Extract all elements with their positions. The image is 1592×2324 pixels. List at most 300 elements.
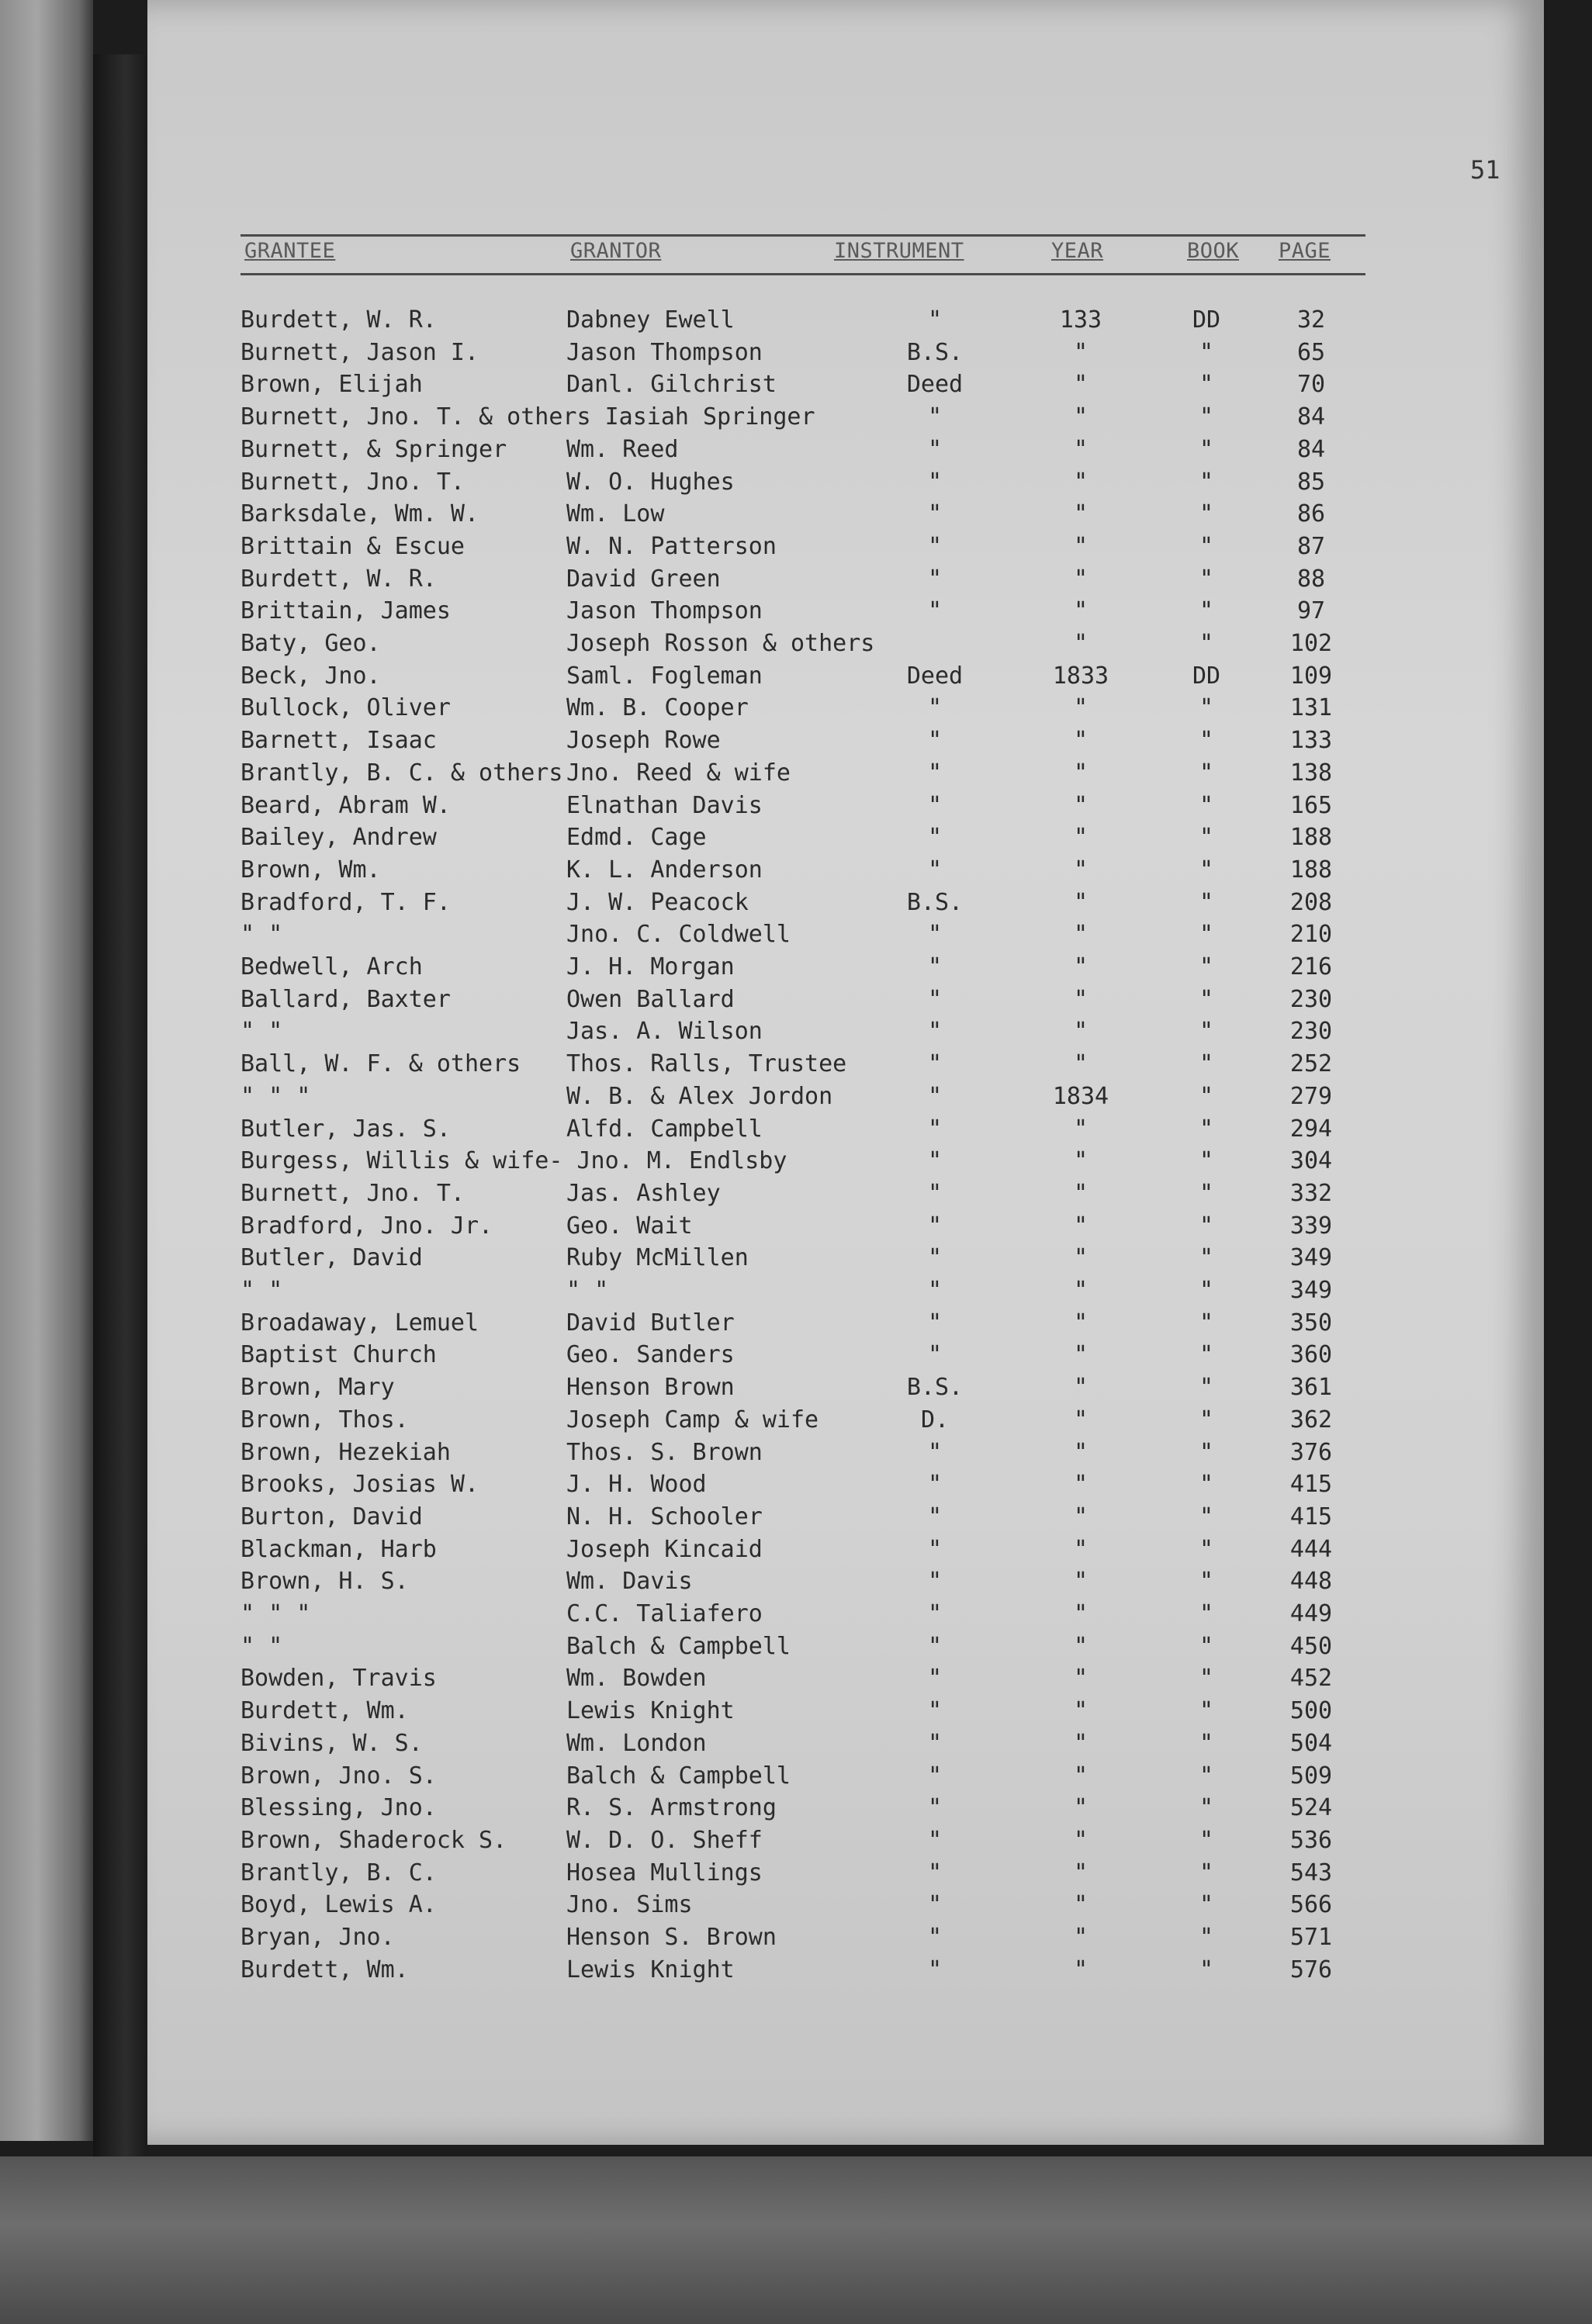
grantee-cell: Burnett, Jno. T. & others Iasiah Springer — [241, 403, 815, 431]
grantor-cell: Wm. Low — [566, 500, 665, 528]
table-row — [147, 1274, 1544, 1307]
grantee-cell: " " — [241, 1277, 283, 1304]
book-cell: " — [1199, 1277, 1214, 1304]
grantee-cell: Ball, W. F. & others — [241, 1050, 521, 1078]
book-cell: " — [1199, 435, 1214, 463]
instrument-cell: " — [927, 1891, 943, 1919]
instrument-cell: " — [927, 500, 943, 528]
table-row — [147, 1760, 1544, 1793]
instrument-cell: " — [927, 597, 943, 625]
instrument-cell: " — [927, 1115, 943, 1143]
instrument-cell: " — [927, 1632, 943, 1660]
grantor-cell: Dabney Ewell — [566, 306, 735, 334]
book-spine-shadow — [93, 54, 147, 2156]
year-cell: " — [1073, 694, 1088, 722]
table-row — [147, 951, 1544, 984]
page-ref-cell: 70 — [1296, 371, 1326, 399]
page-ref-cell: 188 — [1289, 856, 1333, 884]
instrument-cell: " — [927, 1147, 943, 1175]
table-row — [147, 1145, 1544, 1178]
book-cell: " — [1199, 791, 1214, 819]
year-cell: " — [1073, 1212, 1088, 1240]
book-cell: " — [1199, 694, 1214, 722]
year-cell: " — [1073, 1471, 1088, 1499]
table-row — [147, 401, 1544, 434]
year-cell: " — [1073, 468, 1088, 496]
grantor-cell: Joseph Rosson & others — [566, 630, 875, 657]
grantee-cell: Bradford, T. F. — [241, 888, 451, 916]
book-cell: " — [1199, 532, 1214, 560]
table-row — [147, 660, 1544, 693]
instrument-cell: " — [927, 1924, 943, 1951]
page-ref-cell: 376 — [1289, 1438, 1333, 1466]
book-cell: " — [1199, 1341, 1214, 1369]
grantor-cell: Jno. C. Coldwell — [566, 921, 791, 949]
header-year: YEAR — [1051, 239, 1104, 263]
grantee-cell: Burgess, Willis & wife- Jno. M. Endlsby — [241, 1147, 787, 1175]
grantor-cell: Ruby McMillen — [566, 1244, 749, 1272]
year-cell: " — [1073, 403, 1088, 431]
year-cell: " — [1073, 1277, 1088, 1304]
book-cell: " — [1199, 1018, 1214, 1046]
page-ref-cell: 339 — [1289, 1212, 1333, 1240]
grantee-cell: Burton, David — [241, 1503, 423, 1530]
book-cell: " — [1199, 1956, 1214, 1983]
header-grantee: GRANTEE — [244, 239, 336, 263]
book-cell: " — [1199, 500, 1214, 528]
book-cell: " — [1199, 1924, 1214, 1951]
instrument-cell: " — [927, 694, 943, 722]
instrument-cell: B.S. — [906, 1374, 964, 1402]
book-cell: " — [1199, 1891, 1214, 1919]
page-ref-cell: 65 — [1296, 338, 1326, 366]
page-ref-cell: 360 — [1289, 1341, 1333, 1369]
year-cell: " — [1073, 953, 1088, 980]
year-cell: " — [1073, 1115, 1088, 1143]
year-cell: 1834 — [1052, 1082, 1109, 1110]
page-ref-cell: 97 — [1296, 597, 1326, 625]
grantee-cell: Brantly, B. C. — [241, 1859, 437, 1887]
instrument-cell: " — [927, 1568, 943, 1596]
year-cell: " — [1073, 1729, 1088, 1757]
grantee-cell: " " — [241, 1018, 283, 1046]
page-ref-cell: 230 — [1289, 985, 1333, 1013]
grantor-cell: Joseph Rowe — [566, 727, 721, 755]
year-cell: " — [1073, 1632, 1088, 1660]
page-ref-cell: 84 — [1296, 403, 1326, 431]
table-row — [147, 692, 1544, 725]
year-cell: " — [1073, 1762, 1088, 1790]
table-row — [147, 1501, 1544, 1534]
year-cell: " — [1073, 532, 1088, 560]
header-rule-top — [241, 234, 1365, 237]
year-cell: " — [1073, 1794, 1088, 1822]
year-cell: " — [1073, 888, 1088, 916]
table-row — [147, 1307, 1544, 1340]
year-cell: " — [1073, 759, 1088, 787]
grantor-cell: Thos. Ralls, Trustee — [566, 1050, 847, 1078]
page-ref-cell: 349 — [1289, 1277, 1333, 1304]
grantee-cell: " " " — [241, 1600, 311, 1627]
instrument-cell: " — [927, 856, 943, 884]
book-cell: " — [1199, 1762, 1214, 1790]
grantor-cell: Geo. Sanders — [566, 1341, 735, 1369]
year-cell: " — [1073, 435, 1088, 463]
grantee-cell: Butler, Jas. S. — [241, 1115, 451, 1143]
grantor-cell: Jno. Reed & wife — [566, 759, 791, 787]
table-row — [147, 1857, 1544, 1890]
page-ref-cell: 415 — [1289, 1503, 1333, 1530]
book-cell: " — [1199, 338, 1214, 366]
book-cell: " — [1199, 1632, 1214, 1660]
table-row — [147, 1339, 1544, 1371]
table-row — [147, 1178, 1544, 1210]
table-row — [147, 595, 1544, 628]
year-cell: " — [1073, 1859, 1088, 1887]
year-cell: " — [1073, 371, 1088, 399]
grantor-cell: Thos. S. Brown — [566, 1438, 763, 1466]
table-row — [147, 1210, 1544, 1243]
instrument-cell: " — [927, 1082, 943, 1110]
grantor-cell: Henson Brown — [566, 1374, 735, 1402]
book-cell: " — [1199, 1729, 1214, 1757]
grantee-cell: Baty, Geo. — [241, 630, 381, 657]
instrument-cell: " — [927, 1212, 943, 1240]
grantor-cell: Danl. Gilchrist — [566, 371, 777, 399]
page-ref-cell: 543 — [1289, 1859, 1333, 1887]
grantor-cell: K. L. Anderson — [566, 856, 763, 884]
grantor-cell: Wm. Davis — [566, 1568, 693, 1596]
book-cell: " — [1199, 597, 1214, 625]
page-ref-cell: 576 — [1289, 1956, 1333, 1983]
page-ref-cell: 294 — [1289, 1115, 1333, 1143]
page-ref-cell: 536 — [1289, 1826, 1333, 1854]
grantee-cell: Bradford, Jno. Jr. — [241, 1212, 493, 1240]
table-row — [147, 628, 1544, 660]
book-cell: " — [1199, 1859, 1214, 1887]
instrument-cell: " — [927, 1277, 943, 1304]
book-cell: " — [1199, 1050, 1214, 1078]
book-cell: " — [1199, 888, 1214, 916]
instrument-cell: " — [927, 985, 943, 1013]
table-row — [147, 1081, 1544, 1113]
instrument-cell: " — [927, 791, 943, 819]
table-row — [147, 1921, 1544, 1954]
page-ref-cell: 85 — [1296, 468, 1326, 496]
instrument-cell: " — [927, 1244, 943, 1272]
table-row — [147, 1727, 1544, 1760]
instrument-cell: " — [927, 403, 943, 431]
page-ref-cell: 450 — [1289, 1632, 1333, 1660]
instrument-cell: " — [927, 1309, 943, 1337]
table-row — [147, 1565, 1544, 1598]
instrument-cell: " — [927, 759, 943, 787]
table-row — [147, 821, 1544, 854]
grantor-cell: Jason Thompson — [566, 338, 763, 366]
grantee-cell: Brown, Elijah — [241, 371, 423, 399]
book-cell: " — [1199, 1309, 1214, 1337]
grantee-cell: Burdett, W. R. — [241, 565, 437, 593]
year-cell: " — [1073, 1309, 1088, 1337]
header-grantor: GRANTOR — [570, 239, 662, 263]
grantee-cell: Burnett, Jno. T. — [241, 468, 465, 496]
year-cell: " — [1073, 1018, 1088, 1046]
book-cell: " — [1199, 1503, 1214, 1530]
year-cell: " — [1073, 1050, 1088, 1078]
table-row — [147, 304, 1544, 337]
book-cell: " — [1199, 1438, 1214, 1466]
book-cell: " — [1199, 953, 1214, 980]
page-ref-cell: 88 — [1296, 565, 1326, 593]
table-row — [147, 1631, 1544, 1663]
book-cell: " — [1199, 1082, 1214, 1110]
book-cell: " — [1199, 1115, 1214, 1143]
grantor-cell: W. N. Patterson — [566, 532, 777, 560]
year-cell: " — [1073, 630, 1088, 657]
table-row — [147, 757, 1544, 790]
book-cell: " — [1199, 1179, 1214, 1207]
grantor-cell: Lewis Knight — [566, 1956, 735, 1983]
grantee-cell: Brown, Shaderock S. — [241, 1826, 507, 1854]
grantee-cell: Brown, Wm. — [241, 856, 381, 884]
year-cell: " — [1073, 1406, 1088, 1433]
table-row — [147, 1468, 1544, 1501]
book-cell: " — [1199, 727, 1214, 755]
grantor-cell: Owen Ballard — [566, 985, 735, 1013]
page-ref-cell: 32 — [1296, 306, 1326, 334]
year-cell: " — [1073, 338, 1088, 366]
book-cell: " — [1199, 759, 1214, 787]
table-row — [147, 918, 1544, 951]
grantor-cell: W. B. & Alex Jordon — [566, 1082, 833, 1110]
grantor-cell: Jas. A. Wilson — [566, 1018, 763, 1046]
instrument-cell: B.S. — [906, 888, 964, 916]
grantee-cell: Brown, H. S. — [241, 1568, 409, 1596]
grantee-cell: Bedwell, Arch — [241, 953, 423, 980]
instrument-cell: " — [927, 1341, 943, 1369]
year-cell: " — [1073, 1438, 1088, 1466]
grantor-cell: Henson S. Brown — [566, 1924, 777, 1951]
table-row — [147, 1954, 1544, 1987]
year-cell: " — [1073, 597, 1088, 625]
instrument-cell: " — [927, 1438, 943, 1466]
table-row — [147, 1662, 1544, 1695]
page-ref-cell: 133 — [1289, 727, 1333, 755]
table-row — [147, 1437, 1544, 1469]
instrument-cell: " — [927, 1956, 943, 1983]
grantee-cell: Burdett, Wm. — [241, 1697, 409, 1725]
instrument-cell: " — [927, 306, 943, 334]
book-cell: " — [1199, 1406, 1214, 1433]
table-row — [147, 434, 1544, 466]
table-row — [147, 1371, 1544, 1404]
year-cell: " — [1073, 1179, 1088, 1207]
page-ref-cell: 84 — [1296, 435, 1326, 463]
grantor-cell: Joseph Camp & wife — [566, 1406, 819, 1433]
page-number: 51 — [1470, 155, 1500, 185]
grantor-cell: J. H. Wood — [566, 1471, 707, 1499]
year-cell: " — [1073, 1374, 1088, 1402]
instrument-cell: " — [927, 468, 943, 496]
year-cell: " — [1073, 1244, 1088, 1272]
grantee-cell: Ballard, Baxter — [241, 985, 451, 1013]
table-row — [147, 1048, 1544, 1081]
book-cell: " — [1199, 1568, 1214, 1596]
year-cell: " — [1073, 1956, 1088, 1983]
grantor-cell: C.C. Taliafero — [566, 1600, 763, 1627]
book-cell: " — [1199, 1374, 1214, 1402]
grantee-cell: Burnett, & Springer — [241, 435, 507, 463]
grantee-cell: Brittain, James — [241, 597, 451, 625]
grantor-cell: Geo. Wait — [566, 1212, 693, 1240]
table-row — [147, 984, 1544, 1016]
grantee-cell: " " " — [241, 1082, 311, 1110]
table-row — [147, 1889, 1544, 1921]
grantee-cell: Burdett, Wm. — [241, 1956, 409, 1983]
header-instrument: INSTRUMENT — [834, 239, 964, 263]
page-ref-cell: 86 — [1296, 500, 1326, 528]
grantor-cell: R. S. Armstrong — [566, 1794, 777, 1822]
instrument-cell: " — [927, 824, 943, 852]
grantee-cell: " " — [241, 1632, 283, 1660]
year-cell: " — [1073, 856, 1088, 884]
instrument-cell: " — [927, 1697, 943, 1725]
page-ref-cell: 571 — [1289, 1924, 1333, 1951]
grantor-cell: Jason Thompson — [566, 597, 763, 625]
grantor-cell: J. H. Morgan — [566, 953, 735, 980]
instrument-cell: " — [927, 1179, 943, 1207]
instrument-cell: " — [927, 953, 943, 980]
header-page: PAGE — [1279, 239, 1331, 263]
grantor-cell: J. W. Peacock — [566, 888, 749, 916]
grantee-cell: Brown, Jno. S. — [241, 1762, 437, 1790]
page-ref-cell: 500 — [1289, 1697, 1333, 1725]
grantee-cell: Burnett, Jno. T. — [241, 1179, 465, 1207]
table-row — [147, 1404, 1544, 1437]
year-cell: " — [1073, 824, 1088, 852]
grantee-cell: Butler, David — [241, 1244, 423, 1272]
grantor-cell: W. D. O. Sheff — [566, 1826, 763, 1854]
index-page — [147, 0, 1544, 2145]
page-ref-cell: 509 — [1289, 1762, 1333, 1790]
grantee-cell: Broadaway, Lemuel — [241, 1309, 479, 1337]
page-ref-cell: 332 — [1289, 1179, 1333, 1207]
instrument-cell: " — [927, 1665, 943, 1693]
book-cell: " — [1199, 1697, 1214, 1725]
table-row — [147, 1792, 1544, 1824]
grantee-cell: Barnett, Isaac — [241, 727, 437, 755]
grantee-cell: Burdett, W. R. — [241, 306, 437, 334]
year-cell: " — [1073, 1891, 1088, 1919]
book-cell: " — [1199, 1600, 1214, 1627]
book-cell: " — [1199, 1535, 1214, 1563]
page-ref-cell: 444 — [1289, 1535, 1333, 1563]
grantee-cell: Beck, Jno. — [241, 662, 381, 690]
page-ref-cell: 452 — [1289, 1665, 1333, 1693]
grantor-cell: Wm. Reed — [566, 435, 679, 463]
grantee-cell: Burnett, Jason I. — [241, 338, 479, 366]
grantor-cell: Elnathan Davis — [566, 791, 763, 819]
grantee-cell: Beard, Abram W. — [241, 791, 451, 819]
header-book: BOOK — [1187, 239, 1240, 263]
book-cell: " — [1199, 921, 1214, 949]
year-cell: " — [1073, 1697, 1088, 1725]
grantee-cell: Blessing, Jno. — [241, 1794, 437, 1822]
book-cell: " — [1199, 565, 1214, 593]
table-row — [147, 368, 1544, 401]
grantor-cell: Wm. London — [566, 1729, 707, 1757]
book-cell: " — [1199, 1244, 1214, 1272]
instrument-cell: " — [927, 1600, 943, 1627]
book-cell: " — [1199, 630, 1214, 657]
year-cell: " — [1073, 1826, 1088, 1854]
book-cell: " — [1199, 403, 1214, 431]
grantor-cell: David Butler — [566, 1309, 735, 1337]
instrument-cell: " — [927, 727, 943, 755]
table-row — [147, 563, 1544, 596]
book-cell: DD — [1192, 662, 1221, 690]
table-row — [147, 887, 1544, 919]
table-row — [147, 498, 1544, 531]
grantor-cell: Saml. Fogleman — [566, 662, 763, 690]
table-row — [147, 1113, 1544, 1146]
book-cell: " — [1199, 824, 1214, 852]
year-cell: " — [1073, 985, 1088, 1013]
grantee-cell: Bryan, Jno. — [241, 1924, 395, 1951]
page-ref-cell: 448 — [1289, 1568, 1333, 1596]
instrument-cell: D. — [920, 1406, 950, 1433]
grantee-cell: Bowden, Travis — [241, 1665, 437, 1693]
grantee-cell: Brantly, B. C. & others — [241, 759, 563, 787]
instrument-cell: " — [927, 532, 943, 560]
page-ref-cell: 524 — [1289, 1794, 1333, 1822]
table-row — [147, 1695, 1544, 1727]
page-ref-cell: 415 — [1289, 1471, 1333, 1499]
book-cell: " — [1199, 468, 1214, 496]
page-ref-cell: 188 — [1289, 824, 1333, 852]
page-ref-cell: 361 — [1289, 1374, 1333, 1402]
grantor-cell: Hosea Mullings — [566, 1859, 763, 1887]
year-cell: " — [1073, 565, 1088, 593]
book-cell: " — [1199, 856, 1214, 884]
instrument-cell: " — [927, 1471, 943, 1499]
book-cell: " — [1199, 1826, 1214, 1854]
year-cell: 133 — [1059, 306, 1102, 334]
year-cell: " — [1073, 1924, 1088, 1951]
table-row — [147, 1598, 1544, 1631]
grantor-cell: N. H. Schooler — [566, 1503, 763, 1530]
year-cell: 1833 — [1052, 662, 1109, 690]
book-cell: " — [1199, 1471, 1214, 1499]
grantor-cell: Lewis Knight — [566, 1697, 735, 1725]
year-cell: " — [1073, 1341, 1088, 1369]
grantee-cell: Boyd, Lewis A. — [241, 1891, 437, 1919]
instrument-cell: Deed — [906, 371, 964, 399]
page-ref-cell: 252 — [1289, 1050, 1333, 1078]
page-ref-cell: 131 — [1289, 694, 1333, 722]
header-rule-bottom — [241, 273, 1365, 275]
table-row — [147, 790, 1544, 822]
instrument-cell: Deed — [906, 662, 964, 690]
page-ref-cell: 109 — [1289, 662, 1333, 690]
grantor-cell: Jas. Ashley — [566, 1179, 721, 1207]
table-row — [147, 1242, 1544, 1274]
year-cell: " — [1073, 1568, 1088, 1596]
grantor-cell: Jno. Sims — [566, 1891, 693, 1919]
instrument-cell: " — [927, 1794, 943, 1822]
facing-page-edge — [0, 0, 93, 2141]
grantee-cell: Brown, Mary — [241, 1374, 395, 1402]
